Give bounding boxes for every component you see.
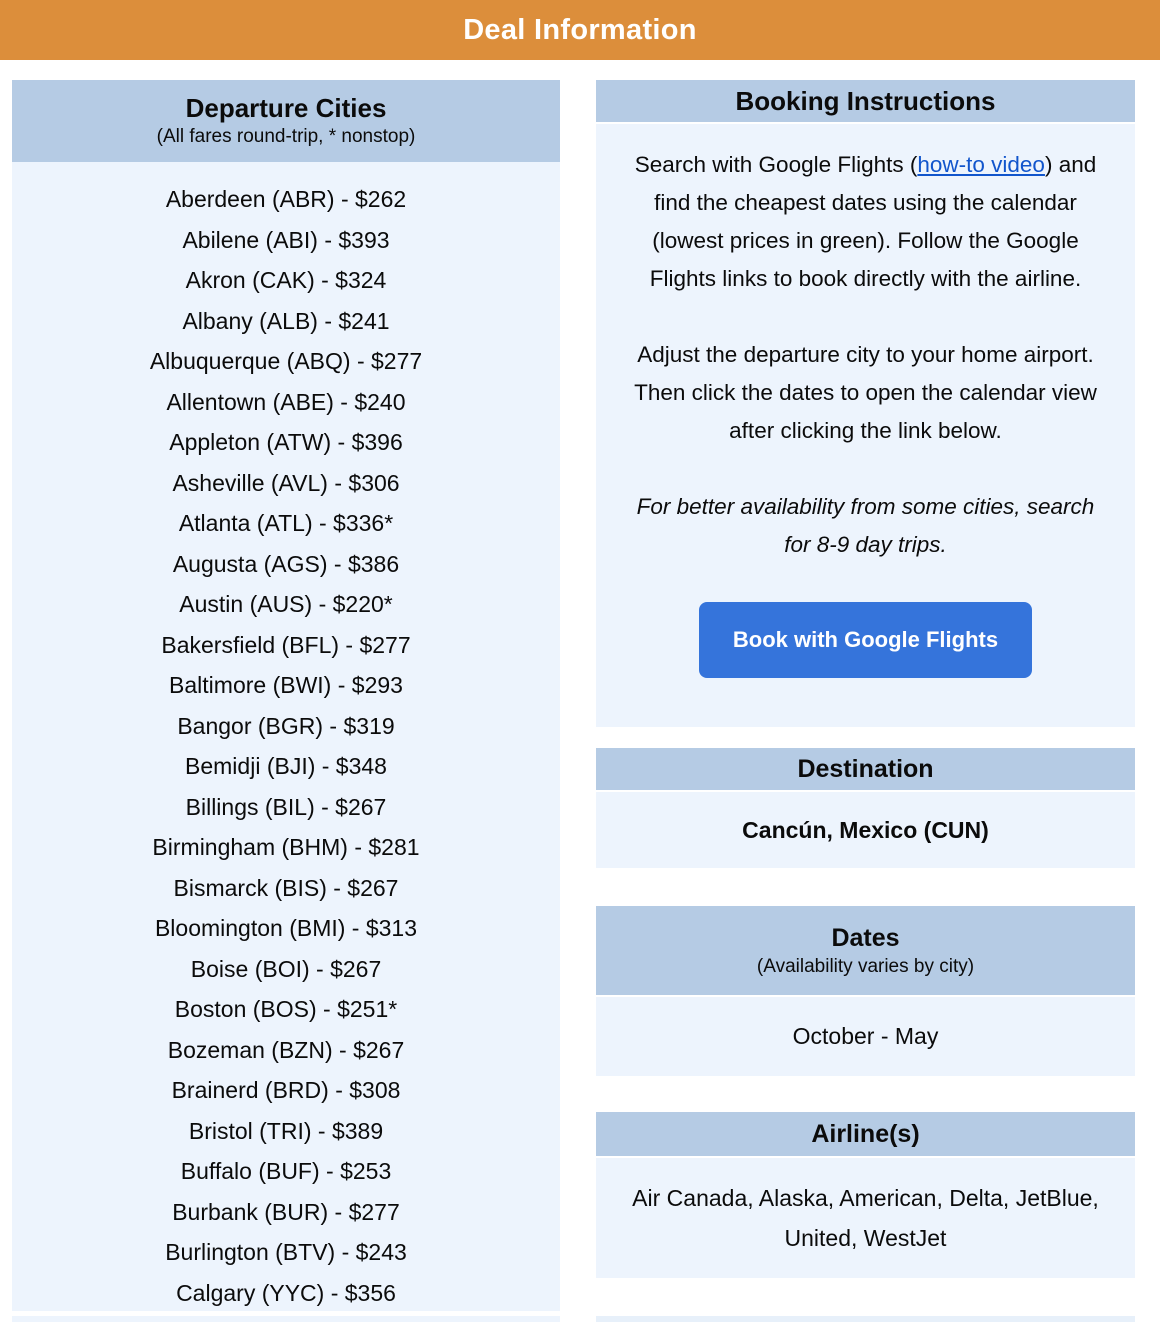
booking-p1-before-link: Search with Google Flights ( [634, 152, 918, 177]
departure-city-item: Birmingham (BHM) - $281 [152, 834, 420, 860]
departure-city-item: Calgary (YYC) - $356 [176, 1279, 396, 1306]
departure-city-item: Aberdeen (ABR) - $262 [165, 186, 407, 212]
departure-city-item: Bemidji (BJI) - $348 [185, 753, 387, 779]
departure-city-item: Bloomington (BMI) - $313 [154, 915, 418, 941]
departure-city-item: Baltimore (BWI) - $293 [169, 672, 403, 698]
departure-city-item: Burbank (BUR) - $277 [172, 1198, 400, 1225]
departure-cities-header [12, 80, 560, 162]
airlines-value: Air Canada, Alaska, American, Delta, JetBlue, United, WestJet [596, 1158, 1135, 1278]
departure-city-item: Atlanta (ATL) - $336* [178, 510, 394, 536]
spacer [596, 727, 1135, 748]
spacer [596, 868, 1135, 906]
departure-city-item: Boise (BOI) - $267 [190, 955, 382, 982]
departure-city-item: Bismarck (BIS) - $267 [173, 874, 399, 901]
book-with-google-flights-button[interactable]: Book with Google Flights [699, 602, 1032, 678]
departure-city-item: Buffalo (BUF) - $253 [180, 1158, 392, 1184]
booking-paragraph-3: For better availability from some cities, search for 8-9 day trips. [636, 494, 1095, 557]
airlines-header [596, 1112, 1135, 1156]
departure-city-item: Asheville (AVL) - $306 [172, 469, 400, 496]
departure-cities-title: Departure Cities [185, 93, 387, 123]
departure-city-item: Bangor (BGR) - $319 [177, 712, 395, 739]
departure-city-item: Billings (BIL) - $267 [185, 793, 387, 820]
departure-city-list [12, 162, 560, 1311]
departure-city-item: Bristol (TRI) - $389 [188, 1117, 384, 1144]
next-section-top-sliver-left [12, 1316, 560, 1322]
departure-city-item: Abilene (ABI) - $393 [182, 226, 390, 253]
deal-details-column [596, 80, 1135, 1322]
departure-city-item: Augusta (AGS) - $386 [172, 550, 400, 577]
departure-city-item: Appleton (ATW) - $396 [169, 429, 403, 455]
page-title: Deal Information [463, 13, 697, 46]
departure-city-item: Akron (CAK) - $324 [185, 267, 387, 293]
departure-city-item: Burlington (BTV) - $243 [165, 1239, 407, 1265]
how-to-video-link[interactable]: how-to video [917, 152, 1045, 177]
dates-subtitle: (Availability varies by city) [756, 955, 975, 977]
deal-information-banner [0, 0, 1160, 60]
departure-city-item: Allentown (ABE) - $240 [166, 388, 406, 415]
departure-cities-subtitle: (All fares round-trip, * nonstop) [156, 126, 416, 147]
booking-paragraph-2: Adjust the departure city to your home airport. Then click the dates to open the calendar view after clicking the link below. [634, 342, 1097, 443]
booking-instructions-content [596, 124, 1135, 727]
destination-title: Destination [797, 755, 934, 783]
departure-cities-column [12, 80, 560, 1322]
airlines-title: Airline(s) [811, 1120, 920, 1148]
departure-city-item: Austin (AUS) - $220* [179, 591, 393, 617]
dates-header [596, 906, 1135, 995]
next-section-top-sliver-right [596, 1316, 1135, 1322]
booking-paragraph-1 [624, 146, 1107, 298]
destination-value: Cancún, Mexico (CUN) [596, 792, 1135, 868]
booking-instructions-title: Booking Instructions [735, 86, 996, 116]
content-columns [0, 60, 1160, 1322]
departure-city-item: Bozeman (BZN) - $267 [167, 1036, 405, 1063]
departure-city-item: Boston (BOS) - $251* [174, 996, 398, 1022]
departure-city-item: Bakersfield (BFL) - $277 [161, 631, 411, 658]
departure-city-item: Albuquerque (ABQ) - $277 [149, 348, 423, 374]
spacer [596, 1076, 1135, 1112]
booking-p1-after-link: ) and find the cheapest dates using the calendar (lowest prices in green). Follow the Google Flights links to book directly with the airline. [649, 152, 1097, 291]
departure-city-item: Albany (ALB) - $241 [182, 307, 390, 334]
booking-instructions-header [596, 80, 1135, 122]
dates-value: October - May [596, 997, 1135, 1076]
departure-city-item: Brainerd (BRD) - $308 [171, 1077, 401, 1103]
destination-header [596, 748, 1135, 790]
dates-title: Dates [831, 923, 900, 952]
